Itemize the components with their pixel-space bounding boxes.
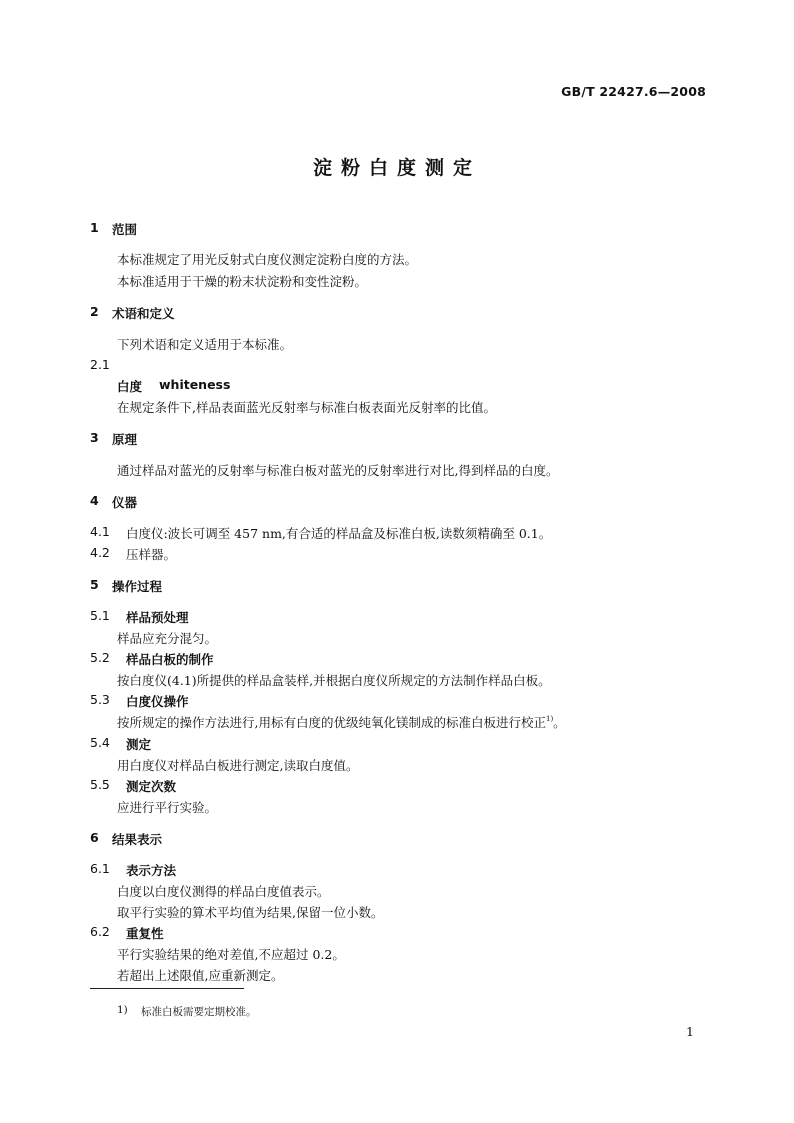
footnote-reference: 1) [545, 715, 554, 723]
clause-5-3-heading: 白度仪操作 [126, 694, 189, 709]
clause-6-2-number: 6.2 [90, 924, 110, 939]
section-1-paragraph-2: 本标准适用于干燥的粉末状淀粉和变性淀粉。 [117, 274, 368, 289]
document-title: 淀粉白度测定 [312, 157, 481, 179]
clause-5-1-number: 5.1 [90, 608, 110, 623]
clause-4-1-text: 白度仪:波长可调至 457 nm,有合适的样品盒及标准白板,读数须精确至 0.1。 [126, 526, 552, 541]
clause-5-1-heading: 样品预处理 [126, 610, 189, 625]
section-1-number: 1 [90, 220, 99, 235]
page-number: 1 [686, 1024, 694, 1039]
term-chinese: 白度 [117, 379, 143, 394]
clause-5-3-number: 5.3 [90, 692, 110, 707]
section-3-title: 原理 [112, 432, 138, 447]
clause-5-2-heading: 样品白板的制作 [126, 652, 214, 667]
clause-6-1-text-1: 白度以白度仪测得的样品白度值表示。 [117, 884, 330, 899]
section-5-number: 5 [90, 577, 99, 592]
clause-6-1-number: 6.1 [90, 861, 110, 876]
section-2-number: 2 [90, 304, 99, 319]
clause-6-1-heading: 表示方法 [126, 863, 177, 878]
section-2-paragraph: 下列术语和定义适用于本标准。 [117, 337, 293, 352]
clause-5-4-heading: 测定 [126, 737, 152, 752]
clause-5-4-text: 用白度仪对样品白板进行测定,读取白度值。 [117, 758, 359, 773]
clause-6-2-text-2: 若超出上述限值,应重新测定。 [117, 968, 284, 983]
standard-number: GB/T 22427.6—2008 [561, 84, 706, 99]
section-6-number: 6 [90, 830, 99, 845]
clause-6-1-text-2: 取平行实验的算术平均值为结果,保留一位小数。 [117, 905, 384, 920]
term-english: whiteness [159, 377, 231, 392]
clause-6-2-heading: 重复性 [126, 926, 164, 941]
clause-6-2-text-1: 平行实验结果的绝对差值,不应超过 0.2。 [117, 947, 345, 962]
section-2-title: 术语和定义 [112, 306, 175, 321]
section-4-title: 仪器 [112, 495, 138, 510]
clause-5-5-heading: 测定次数 [126, 779, 177, 794]
clause-5-5-text: 应进行平行实验。 [117, 800, 218, 815]
clause-4-2-number: 4.2 [90, 545, 110, 560]
footnote-rule [90, 988, 244, 989]
section-4-number: 4 [90, 493, 99, 508]
clause-5-2-text: 按白度仪(4.1)所提供的样品盒装样,并根据白度仪所规定的方法制作样品白板。 [117, 673, 551, 688]
clause-4-1-number: 4.1 [90, 524, 110, 539]
clause-2-1-number: 2.1 [90, 357, 110, 372]
clause-5-2-number: 5.2 [90, 650, 110, 665]
clause-5-1-text: 样品应充分混匀。 [117, 631, 218, 646]
section-6-title: 结果表示 [112, 832, 163, 847]
section-1-title: 范围 [112, 222, 138, 237]
clause-5-3-text [117, 713, 566, 731]
clause-5-3-body: 按所规定的操作方法进行,用标有白度的优级纯氧化镁制成的标准白板进行校正 [117, 715, 546, 730]
section-1-paragraph-1: 本标准规定了用光反射式白度仪测定淀粉白度的方法。 [117, 252, 418, 267]
clause-5-5-number: 5.5 [90, 777, 110, 792]
section-3-number: 3 [90, 430, 99, 445]
clause-4-2-text: 压样器。 [126, 547, 177, 562]
section-3-paragraph: 通过样品对蓝光的反射率与标准白板对蓝光的反射率进行对比,得到样品的白度。 [117, 463, 559, 478]
footnote-text: 标准白板需要定期校准。 [141, 1006, 257, 1018]
clause-5-3-end: 。 [553, 715, 566, 730]
footnote-mark: 1) [117, 1004, 128, 1016]
term-definition: 在规定条件下,样品表面蓝光反射率与标准白板表面光反射率的比值。 [117, 400, 496, 415]
clause-5-4-number: 5.4 [90, 735, 110, 750]
section-5-title: 操作过程 [112, 579, 163, 594]
